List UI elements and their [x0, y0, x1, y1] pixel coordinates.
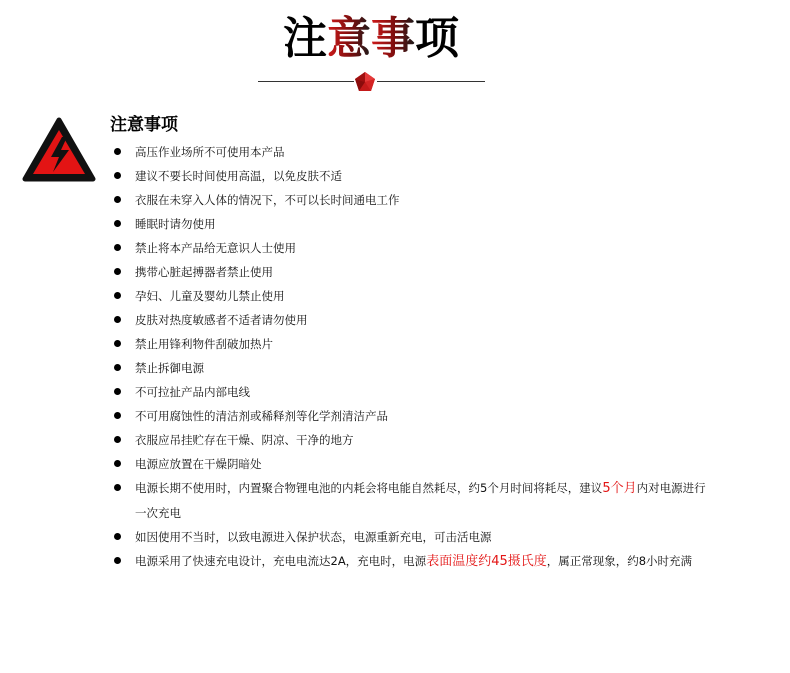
bullet-dot-icon [114, 268, 121, 275]
bullet-dot-icon [114, 148, 121, 155]
bullet-dot-icon [114, 557, 121, 564]
bullet-dot-icon [114, 533, 121, 540]
list-item-text: 皮肤对热度敏感者不适者请勿使用 [135, 313, 308, 327]
bullet-dot-icon [114, 460, 121, 467]
list-item-text: 孕妇、儿童及婴幼儿禁止使用 [135, 289, 285, 303]
banner-title-char: 意 [327, 8, 371, 70]
list-item-text: 如因使用不当时，以致电源进入保护状态，电源重新充电，可击活电源 [135, 530, 492, 544]
bullet-dot-icon [114, 436, 121, 443]
list-item-text: 睡眠时请勿使用 [135, 217, 216, 231]
list-item [112, 452, 782, 476]
banner-title-char: 事 [371, 8, 415, 70]
bullet-dot-icon [114, 172, 121, 179]
list-item-text: 电源应放置在干燥阴暗处 [135, 457, 262, 471]
list-item-battery [112, 476, 707, 525]
list-item [112, 308, 782, 332]
section-title: 注意事项 [110, 115, 178, 135]
list-item [112, 428, 782, 452]
banner-title [283, 8, 459, 70]
list-item [112, 332, 782, 356]
bullet-dot-icon [114, 292, 121, 299]
list-item-text: ，属正常现象，约8小时充满 [546, 554, 693, 568]
high-voltage-warning-icon [22, 117, 96, 183]
bullet-dot-icon [114, 244, 121, 251]
list-item [112, 212, 782, 236]
banner [0, 8, 742, 70]
list-item-text: 禁止用锋利物件刮破加热片 [135, 337, 273, 351]
list-item [112, 284, 782, 308]
list-item-text: 不可拉扯产品内部电线 [135, 385, 250, 399]
list-item-text: 高压作业场所不可使用本产品 [135, 145, 285, 159]
list-item [112, 140, 782, 164]
bullet-dot-icon [114, 364, 121, 371]
list-item [112, 188, 782, 212]
list-item-text: 禁止将本产品给无意识人士使用 [135, 241, 296, 255]
bullet-dot-icon [114, 340, 121, 347]
list-item-text: 衣服应吊挂贮存在干燥、阴凉、干净的地方 [135, 433, 354, 447]
list-item [112, 356, 782, 380]
list-item-text: 电源长期不使用时，内置聚合物锂电池的内耗会将电能自然耗尽，约5个月时间将耗尽，建议 [135, 481, 603, 495]
list-item-text: 衣服在未穿入人体的情况下，不可以长时间通电工作 [135, 193, 400, 207]
bullet-dot-icon [114, 484, 121, 491]
bullet-dot-icon [114, 412, 121, 419]
divider-line-left [258, 81, 354, 82]
highlight-text: 5个月 [602, 481, 637, 496]
bullet-dot-icon [114, 220, 121, 227]
list-item-text: 禁止拆御电源 [135, 361, 204, 375]
bullet-dot-icon [114, 388, 121, 395]
highlight-text: 表面温度约45摄氏度 [426, 554, 547, 569]
list-item [112, 236, 782, 260]
list-item [112, 164, 782, 188]
list-item-text: 携带心脏起搏器者禁止使用 [135, 265, 273, 279]
list-item-text: 不可用腐蚀性的清洁剂或稀释剂等化学剂清洁产品 [135, 409, 388, 423]
list-item-charging [112, 549, 782, 574]
list-item [112, 380, 782, 404]
precautions-list [112, 140, 782, 574]
list-item-text: 电源采用了快速充电设计，充电电流达2A，充电时，电源 [135, 554, 427, 568]
bullet-dot-icon [114, 196, 121, 203]
list-item [112, 525, 782, 549]
divider-line-right [377, 81, 485, 82]
red-gem-icon [353, 70, 377, 94]
bullet-dot-icon [114, 316, 121, 323]
list-item [112, 260, 782, 284]
list-item-text: 建议不要长时间使用高温，以免皮肤不适 [135, 169, 342, 183]
banner-title-char: 注 [283, 13, 327, 64]
list-item [112, 404, 782, 428]
list-item-text: 内对电源进行一次充电 [135, 481, 706, 520]
banner-title-char: 项 [415, 13, 459, 64]
